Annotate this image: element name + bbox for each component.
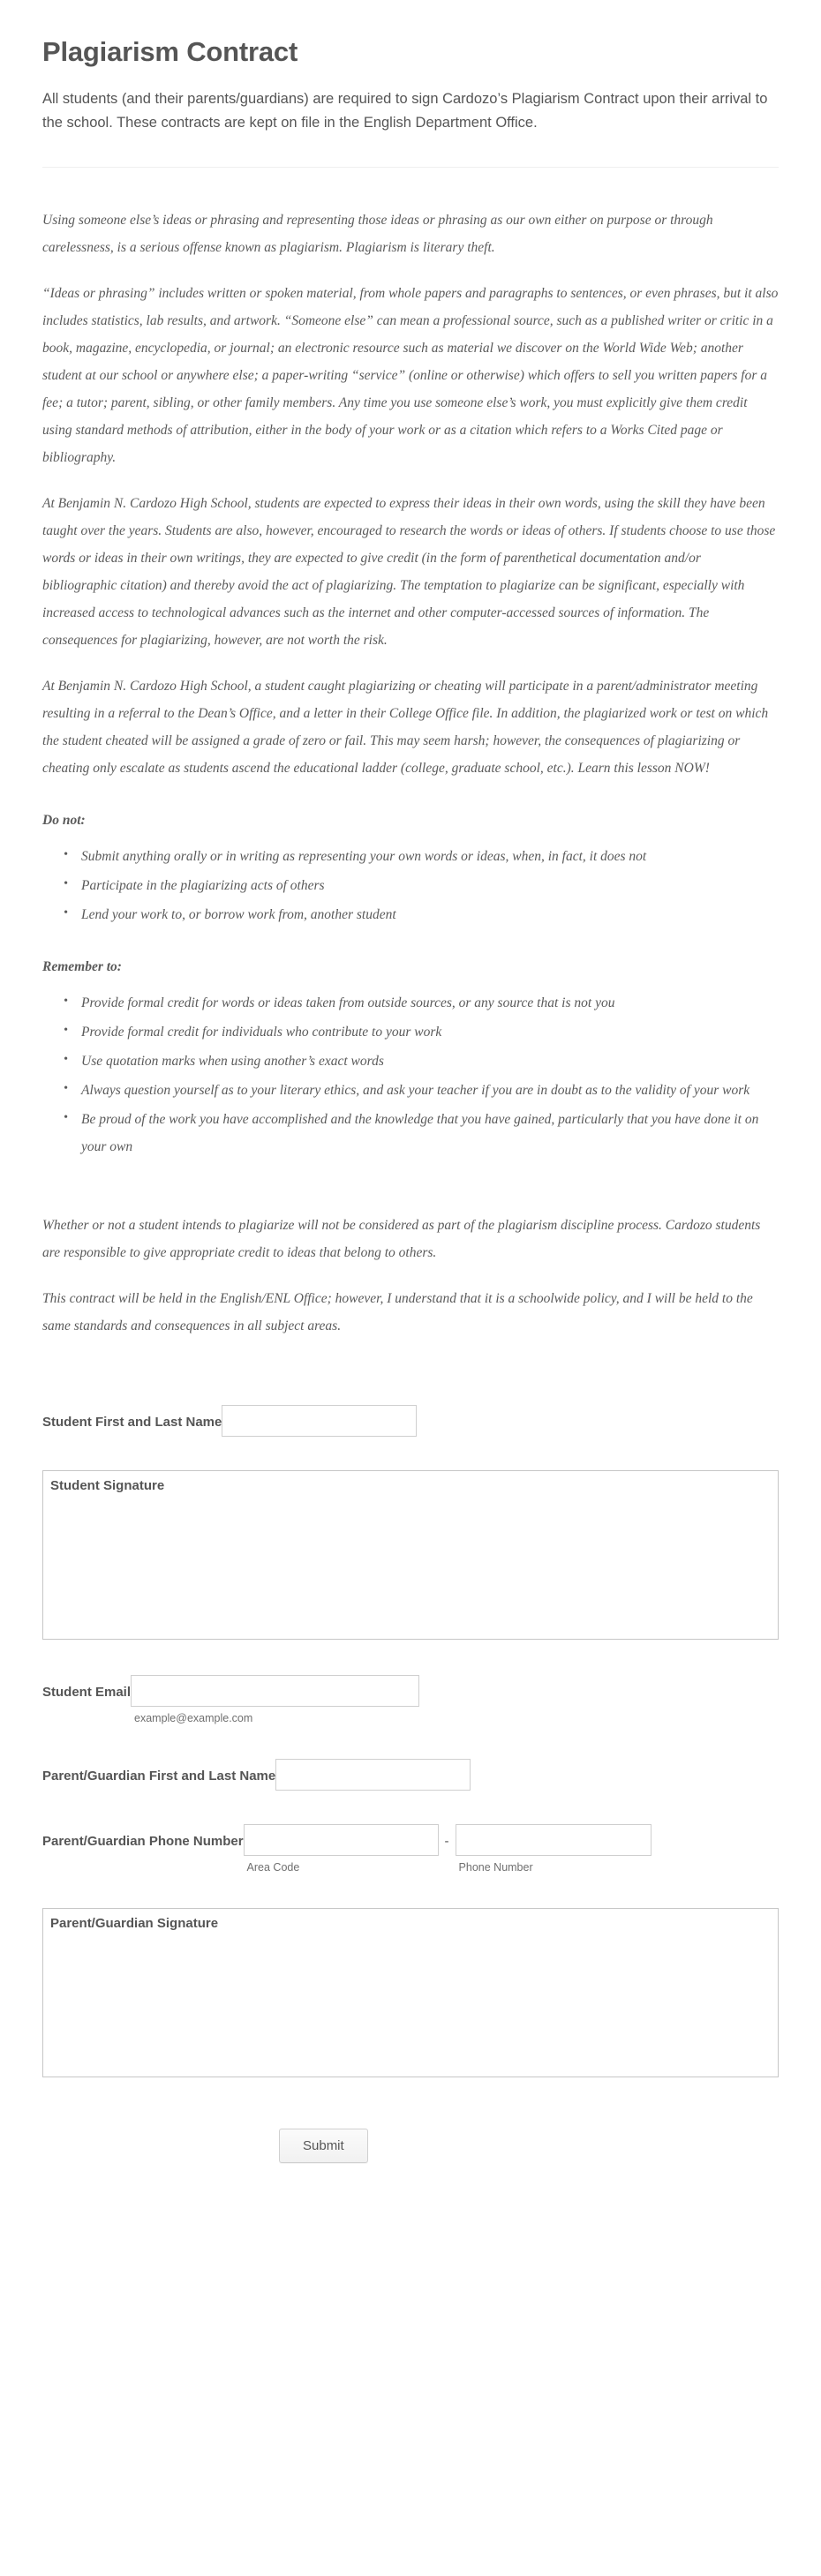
contract-paragraph: Using someone else’s ideas or phrasing and representing those ideas or phrasing as our own either on purpose or through carelessness, is a serious offense known as plagiarism. Plagiarism is literary theft. [42, 212, 713, 255]
student-email-controls [131, 1675, 419, 1725]
contract-paragraph: “Ideas or phrasing” includes written or spoken material, from whole papers and paragraphs to sentences, or even phrases, but it also includes statistics, lab results, and artwork. “Someone else” can mean a professional source, such as a published writer or critic in a book, magazine, encyclopedia, or journal; an electronic resource such as material we discover on the World Wide Web; another student at our school or anywhere else; a paper-writing “service” (online or otherwise) which offers to sell you written papers for a fee; a tutor; parent, sibling, or other family members. Any time you use someone else’s work, you must explicitly give them credit using standard methods of attribution, either in the body of your work or as a citation which refers to a Works Cited page or bibliography. [42, 285, 779, 465]
student-name-controls [222, 1405, 417, 1437]
plagiarism-contract-form [0, 1405, 821, 2212]
parent-phone-number-hint: Phone Number [458, 1860, 533, 1874]
submit-row [42, 2113, 779, 2211]
student-signature-box[interactable] [42, 1470, 779, 1640]
parent-phone-number-col [456, 1824, 652, 1874]
student-name-label: Student First and Last Name [42, 1414, 222, 1430]
parent-name-label: Parent/Guardian First and Last Name [42, 1768, 276, 1784]
parent-phone-group [244, 1824, 652, 1874]
page-title: Plagiarism Contract [42, 36, 298, 67]
do-not-list-item: • Submit anything orally or in writing as representing your own words or ideas, when, in fact, it does not [81, 843, 779, 870]
field-parent-phone [42, 1824, 779, 1874]
parent-signature-canvas[interactable] [43, 1909, 778, 2077]
contract-closing-paragraph: Whether or not a student intends to plagiarize will not be considered as part of the plagiarism discipline process. Cardozo students are responsible to give appropriate credit to ideas that belong to others. [42, 1217, 761, 1260]
remember-to-list-item: • Provide formal credit for words or ideas taken from outside sources, or any source that is not you [81, 989, 779, 1017]
student-email-hint: example@example.com [134, 1711, 253, 1724]
field-parent-name [42, 1759, 779, 1791]
field-student-name [42, 1405, 779, 1437]
contract-paragraph: At Benjamin N. Cardozo High School, students are expected to express their ideas in their own words, using the skill they have been taught over the years. Students are also, however, encouraged to research the words or ideas of others. If students choose to use those words or ideas in their own writings, they are expected to give credit (in the form of parenthetical documentation and/or bibliographic citation) and thereby avoid the act of plagiarizing. The temptation to plagiarize can be significant, especially with increased access to technological advances such as the internet and other computer-accessed sources of information. The consequences for plagiarizing, however, are not worth the risk. [42, 495, 776, 648]
parent-phone-area-code-hint: Area Code [246, 1860, 300, 1874]
student-email-label: Student Email [42, 1684, 132, 1700]
parent-phone-separator: - [444, 1833, 449, 1849]
parent-signature-label: Parent/Guardian Signature [50, 1916, 219, 1932]
remember-to-list-item: • Always question yourself as to your literary ethics, and ask your teacher if you are in doubt as to the validity of your work [81, 1077, 779, 1104]
remember-to-heading: Remember to: [42, 958, 122, 974]
student-signature-label: Student Signature [50, 1477, 165, 1493]
field-student-email [42, 1675, 779, 1725]
page-header [0, 0, 821, 168]
parent-name-input[interactable] [275, 1759, 471, 1791]
submit-button[interactable]: Submit [279, 2129, 368, 2163]
do-not-heading: Do not: [42, 812, 86, 828]
remember-to-list-item: • Provide formal credit for individuals who contribute to your work [81, 1018, 779, 1046]
student-email-input[interactable] [131, 1675, 419, 1707]
do-not-list [42, 843, 779, 928]
parent-name-controls [275, 1759, 471, 1791]
student-name-input[interactable] [222, 1405, 417, 1437]
do-not-list-item: • Lend your work to, or borrow work from, another student [81, 901, 779, 928]
parent-phone-label: Parent/Guardian Phone Number [42, 1833, 244, 1849]
page-subtitle: All students (and their parents/guardians) are required to sign Cardozo’s Plagiarism Contract upon their arrival to the school. These contracts are kept on file in the English Department Office. [42, 91, 768, 131]
contract-closing-paragraph: This contract will be held in the English/ENL Office; however, I understand that it is a schoolwide policy, and I will be held to the same standards and consequences in all subject areas. [42, 1290, 753, 1333]
do-not-list-item: • Participate in the plagiarizing acts of others [81, 872, 779, 899]
contract-spacer [42, 1176, 779, 1212]
remember-to-list-item: • Be proud of the work you have accomplished and the knowledge that you have gained, particularly that you have done it on your own [81, 1106, 779, 1160]
parent-phone-area-col [244, 1824, 439, 1874]
contract-paragraph: At Benjamin N. Cardozo High School, a student caught plagiarizing or cheating will participate in a parent/administrator meeting resulting in a referral to the Dean’s Office, and a letter in their College Office file. In addition, the plagiarized work or test on which the student cheated will be assigned a grade of zero or fail. This may seem harsh; however, the consequences of plagiarizing or cheating only escalate as students ascend the educational ladder (college, graduate school, etc.). Learn this lesson NOW! [42, 678, 769, 776]
remember-to-list-item: • Use quotation marks when using another’s exact words [81, 1048, 779, 1075]
parent-phone-area-code-input[interactable] [244, 1824, 439, 1856]
parent-phone-number-input[interactable] [456, 1824, 652, 1856]
parent-signature-box[interactable] [42, 1908, 779, 2077]
student-signature-canvas[interactable] [43, 1471, 778, 1639]
contract-body [0, 168, 821, 1340]
section-spacer [0, 1340, 821, 1375]
remember-to-list [42, 989, 779, 1160]
